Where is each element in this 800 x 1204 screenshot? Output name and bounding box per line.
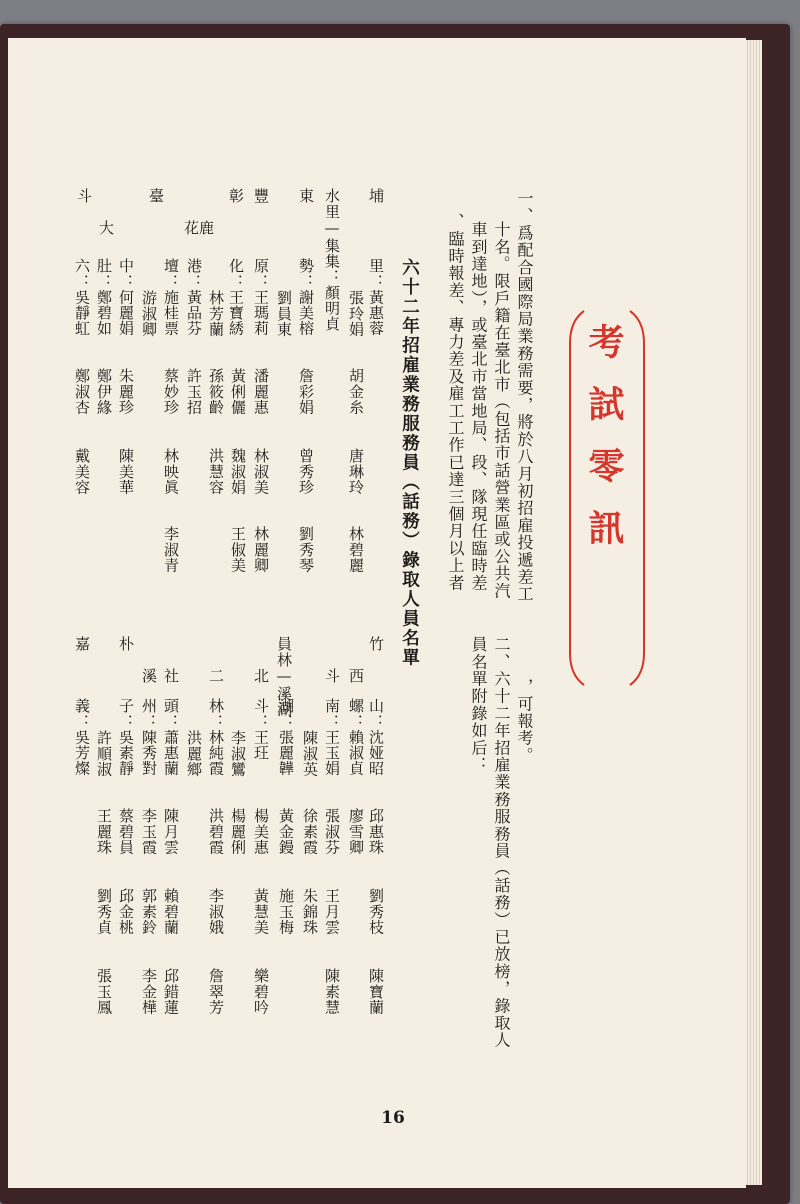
place-label: 大 — [97, 220, 115, 236]
name-entry: 胡金糸 — [347, 368, 365, 415]
list-heading: 六十二年招雇業務服務員（話務）錄取人員名單 — [399, 258, 420, 668]
name-entry: 劉秀貞 — [95, 888, 113, 935]
place-label: 鹿 — [197, 220, 215, 236]
name-entry: 南：王玉娟 — [323, 698, 341, 776]
name-entry: 邱錯蓮 — [162, 968, 180, 1015]
name-entry: 洪麗鄉 — [185, 730, 203, 777]
place-label: 竹 — [367, 636, 385, 652]
name-entry: 中：何麗娟 — [117, 258, 135, 336]
name-entry: 洪慧容 — [207, 448, 225, 495]
name-entry: 廖雪卿 — [347, 808, 365, 855]
name-entry: 林淑美 — [252, 448, 270, 495]
place-label: 溪 — [140, 668, 158, 684]
name-entry: 賴碧蘭 — [162, 888, 180, 935]
name-entry: 唐琳玲 — [347, 448, 365, 495]
name-entry: 邱金桃 — [117, 888, 135, 935]
page-number: 16 — [381, 1108, 405, 1128]
name-entry: 徐素霞 — [301, 808, 319, 855]
name-entry: 斗：王玨 — [252, 698, 270, 761]
name-entry: 施玉梅 — [277, 888, 295, 935]
name-entry: 李玉霞 — [140, 808, 158, 855]
place-label: 埔 — [367, 188, 385, 204]
name-entry: 王俶美 — [229, 526, 247, 573]
name-entry: 蔡妙珍 — [162, 368, 180, 415]
name-entry: 朱錦珠 — [301, 888, 319, 935]
name-entry: 肚：鄭碧如 — [95, 258, 113, 336]
name-entry: 李淑娥 — [207, 888, 225, 935]
place-label: 斗 — [75, 188, 93, 204]
intro-line: 一、爲配合國際局業務需要，將於八月初招雇投遞差工 — [515, 190, 534, 603]
name-entry: 詹彩娟 — [297, 368, 315, 415]
place-label: 臺 — [147, 188, 165, 204]
name-entry: 戴美容 — [73, 448, 91, 495]
name-entry: 頭：蕭惠蘭 — [162, 698, 180, 776]
name-entry: 林：林純霞 — [207, 698, 225, 776]
name-entry: 王麗珠 — [95, 808, 113, 855]
name-entry: 游淑卿 — [140, 290, 158, 337]
name-entry: 陳美華 — [117, 448, 135, 495]
name-entry: 朱麗珍 — [117, 368, 135, 415]
name-entry: 州：陳秀對 — [140, 698, 158, 776]
name-entry: 李淑青 — [162, 526, 180, 573]
name-entry: 劉秀琴 — [297, 526, 315, 573]
name-entry: 郭素鈴 — [140, 888, 158, 935]
name-entry: 詹翠芳 — [207, 968, 225, 1015]
name-entry: 六：吳靜虹 — [73, 258, 91, 336]
name-entry: 水里—集集：顏明貞 — [323, 188, 341, 332]
name-entry: 林麗卿 — [252, 526, 270, 573]
name-entry: 山：沈娅昭 — [367, 698, 385, 776]
name-entry: 許順淑 — [95, 730, 113, 777]
name-entry: 潘麗惠 — [252, 368, 270, 415]
place-label: 花 — [182, 220, 200, 236]
name-entry: 洪碧霞 — [207, 808, 225, 855]
name-entry: 壇：施桂票 — [162, 258, 180, 336]
place-label: 東 — [297, 188, 315, 204]
name-entry: 陳素慧 — [323, 968, 341, 1015]
name-entry: 子：吳素靜 — [117, 698, 135, 776]
title-box — [566, 303, 648, 693]
intro-line: 員名單附錄如后： — [469, 636, 488, 774]
name-entry: 化：王寶綉 — [227, 258, 245, 336]
intro-line: 、臨時報差、專力差及雇工工作已達三個月以上者 — [446, 213, 465, 592]
name-entry: 義：吳芳燦 — [73, 698, 91, 776]
name-entry: 楊麗俐 — [229, 808, 247, 855]
name-entry: 林映眞 — [162, 448, 180, 495]
place-label: 彰 — [227, 188, 245, 204]
place-label: 西 — [347, 668, 365, 684]
name-entry: 黃金鏝 — [277, 808, 295, 855]
intro-line: ，可報考。 — [515, 678, 534, 764]
place-label: 斗 — [323, 668, 341, 684]
intro-line: 二、六十二年招雇業務服務員（話務）已放榜，錄取人 — [492, 636, 511, 1049]
place-label: 社 — [162, 668, 180, 684]
name-entry: 樂碧吟 — [252, 968, 270, 1015]
place-label: 豐 — [252, 188, 270, 204]
name-entry: 許玉招 — [185, 368, 203, 415]
name-entry: 邱惠珠 — [367, 808, 385, 855]
page-title: 考試零訊 — [583, 323, 625, 571]
name-entry: 蔡碧員 — [117, 808, 135, 855]
name-entry: 楊美惠 — [252, 808, 270, 855]
name-entry: 黃慧美 — [252, 888, 270, 935]
name-entry: 魏淑娟 — [229, 448, 247, 495]
place-label: 朴 — [117, 636, 135, 652]
name-entry: 張淑芬 — [323, 808, 341, 855]
name-entry: 張玲娟 — [347, 290, 365, 337]
name-entry: 林芳蘭 — [207, 290, 225, 337]
name-entry: 陳月雲 — [162, 808, 180, 855]
name-entry: 陳寶蘭 — [367, 968, 385, 1015]
place-label: 嘉 — [73, 636, 91, 652]
book-page — [8, 38, 746, 1188]
name-entry: 李淑鸞 — [229, 730, 247, 777]
name-entry: 勢：謝美榕 — [297, 258, 315, 336]
name-entry: 螺：賴淑貞 — [347, 698, 365, 776]
intro-line: 車到達地），或臺北市當地局、段、隊現任臨時差 — [469, 221, 488, 592]
place-label: 員林—溪湖 — [275, 636, 293, 717]
name-entry: 黃俐儷 — [229, 368, 247, 415]
name-entry: 港：黃品芬 — [185, 258, 203, 336]
intro-line: 十名。限戶籍在臺北市（包括市話營業區或公共汽 — [492, 221, 511, 600]
name-entry: 里：黃惠蓉 — [367, 258, 385, 336]
name-entry: 張玉鳳 — [95, 968, 113, 1015]
name-entry: 林碧麗 — [347, 526, 365, 573]
name-entry: 劉秀枝 — [367, 888, 385, 935]
name-entry: 劉員東 — [275, 290, 293, 337]
name-entry: 湖：張麗韡 — [277, 698, 295, 776]
name-entry: 鄭淑杏 — [73, 368, 91, 415]
place-label: 二 — [207, 668, 225, 684]
place-label: 北 — [252, 668, 270, 684]
name-entry: 孫筱齡 — [207, 368, 225, 415]
name-entry: 鄭伊緣 — [95, 368, 113, 415]
name-entry: 曾秀珍 — [297, 448, 315, 495]
name-entry: 原：王瑪莉 — [252, 258, 270, 336]
name-entry: 王月雲 — [323, 888, 341, 935]
name-entry: 陳淑英 — [301, 730, 319, 777]
name-entry: 李金樺 — [140, 968, 158, 1015]
